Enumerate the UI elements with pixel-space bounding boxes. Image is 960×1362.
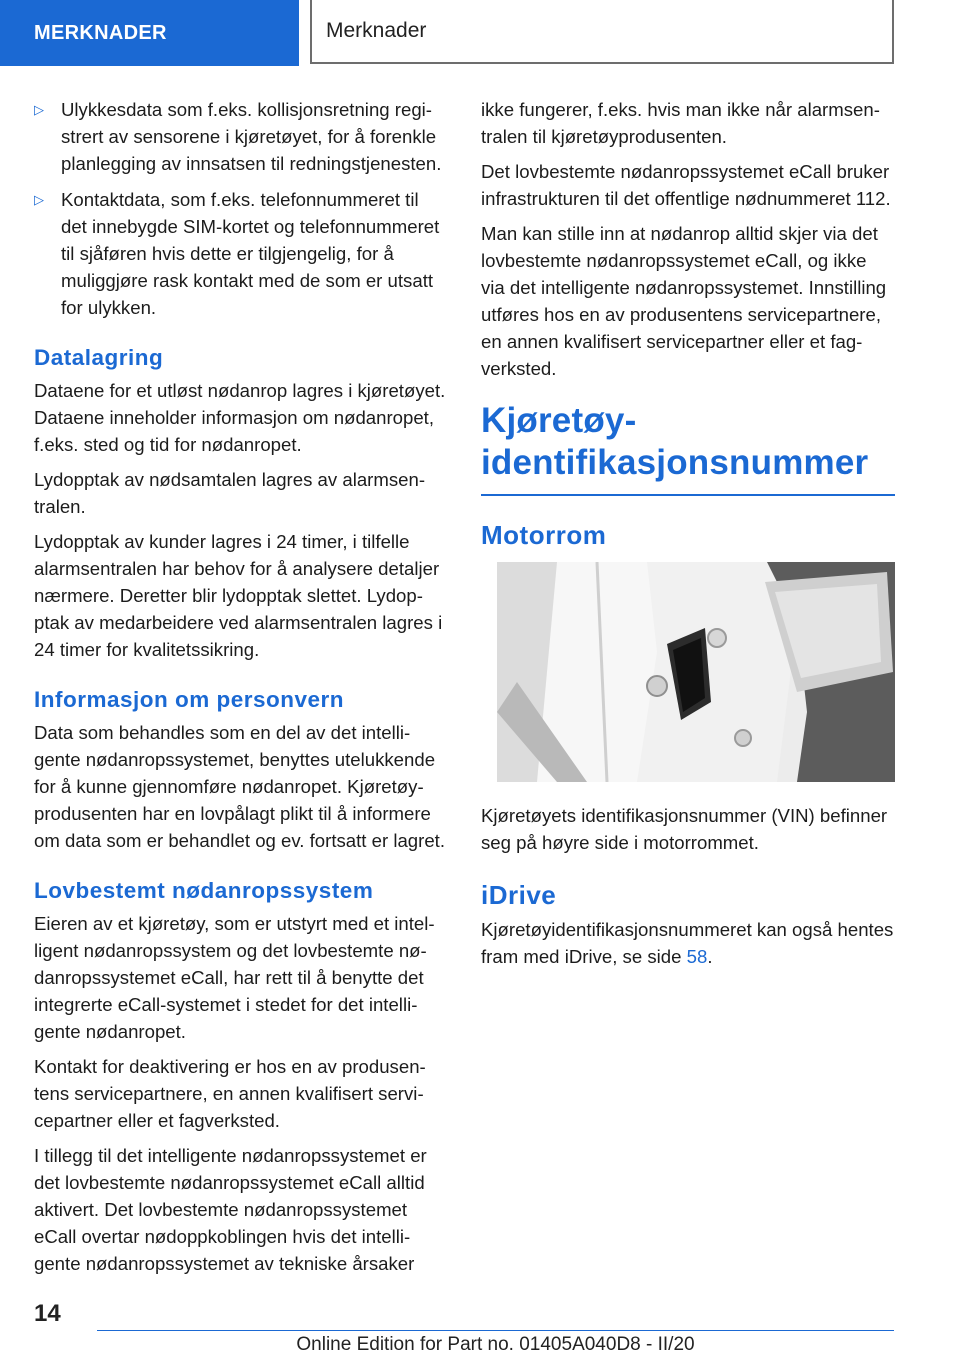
- heading-vin: [481, 400, 895, 496]
- list-item: [34, 96, 448, 177]
- list-item-text: Kontaktdata, som f.eks. telefonnummeret til det innebygde SIM-kortet og telefonnummeret til sjåføren hvis dette er tilgjengelig, for å muliggjøre rask kontakt med de som er utsatt for ulykken.: [61, 189, 440, 318]
- paragraph: [481, 916, 895, 970]
- page-reference-link[interactable]: 58: [686, 946, 708, 967]
- right-column: [481, 96, 895, 978]
- section-title: [310, 0, 894, 64]
- paragraph: Kontakt for deaktivering er hos en av produsentens servicepartnere, en annen kvalifisert servicepartner eller et fagverksted.: [34, 1056, 426, 1131]
- triangle-bullet-icon: ▷: [34, 102, 44, 117]
- heading-motorrom: Motorrom: [481, 520, 607, 550]
- heading-datalagring: Datalagring: [34, 345, 164, 370]
- paragraph: Data som behandles som en del av det intelligente nødanropssystemet, benyttes utelukkende for å kunne gjennomføre nødanropet. Kjøretøyprodusenten har en lovpålagt plikt til å informere om data som er behandlet og ev. fortsatt er lagret.: [34, 722, 446, 851]
- engine-bay-photo: [497, 562, 895, 782]
- paragraph: ikke fungerer, f.eks. hvis man ikke når alarmsentralen til kjøretøyprodusenten.: [481, 99, 880, 147]
- list-item-text: Ulykkesdata som f.eks. kollisjonsretning registrert av sensorene i kjøretøyet, for å forenkle planlegging av innsatsen til redningstjenesten.: [61, 99, 442, 174]
- paragraph: Kjøretøyets identifikasjonsnummer (VIN) befinner seg på høyre side i motorrommet.: [481, 805, 888, 853]
- heading-vin-line2: identifikasjonsnummer: [481, 443, 869, 482]
- section-tab: MERKNADER: [0, 0, 299, 66]
- paragraph: Lydopptak av nødsamtalen lagres av alarmsentralen.: [34, 469, 426, 517]
- paragraph: Det lovbestemte nødanropssystemet eCall bruker infrastrukturen til det offentlige nødnummeret 112.: [481, 161, 891, 209]
- footer-divider: [97, 1330, 894, 1331]
- left-column: [34, 96, 448, 1285]
- list-item: [34, 186, 448, 321]
- paragraph-text-end: .: [707, 946, 713, 967]
- heading-lovbestemt: Lovbestemt nødanropssystem: [34, 878, 374, 903]
- heading-idrive: iDrive: [481, 880, 557, 910]
- triangle-bullet-icon: ▷: [34, 192, 44, 207]
- engine-bay-illustration: [497, 562, 895, 782]
- heading-vin-line1: Kjøretøy-: [481, 401, 637, 440]
- paragraph: Lydopptak av kunder lagres i 24 timer, i tilfelle alarmsentralen har behov for å analysere detaljer nærmere. Deretter blir lydopptak slettet. Lydopptak av medarbeidere ved alarmsentralen lagres i 24 timer for kvalitetssikring.: [34, 531, 443, 660]
- section-title-text: Merknader: [326, 19, 427, 42]
- paragraph: I tillegg til det intelligente nødanropssystemet er det lovbestemte nødanropssystemet eCall alltid aktivert. Det lovbestemte nødanropssystemet eCall overtar nødoppkoblingen hvis det intelligente nødanropssystemet av tekniske årsaker: [34, 1145, 427, 1274]
- paragraph: Dataene for et utløst nødanrop lagres i kjøretøyet. Dataene inneholder informasjon om nødanropet, f.eks. sted og tid for nødanropet.: [34, 380, 446, 455]
- paragraph: Man kan stille inn at nødanrop alltid skjer via det lovbestemte nødanropssystemet eCall, og ikke via det intelligente nødanropssystemet. Innstilling utføres hos en av produsentens servicepartnere, en annen kvalifisert servicepartner eller et fagverksted.: [481, 223, 887, 379]
- paragraph: Eieren av et kjøretøy, som er utstyrt med et intelligent nødanropssystem og det lovbestemte nødanropssystemet eCall, har rett til å benytte det integrerte eCall-systemet i stedet for det intelligente nødanropet.: [34, 913, 435, 1042]
- paragraph-text: Kjøretøyidentifikasjonsnummeret kan også hentes fram med iDrive, se side: [481, 919, 894, 967]
- footer-edition: Online Edition for Part no. 01405A040D8 - II/20: [296, 1334, 695, 1355]
- heading-personvern: Informasjon om personvern: [34, 687, 345, 712]
- page-number: 14: [34, 1300, 61, 1327]
